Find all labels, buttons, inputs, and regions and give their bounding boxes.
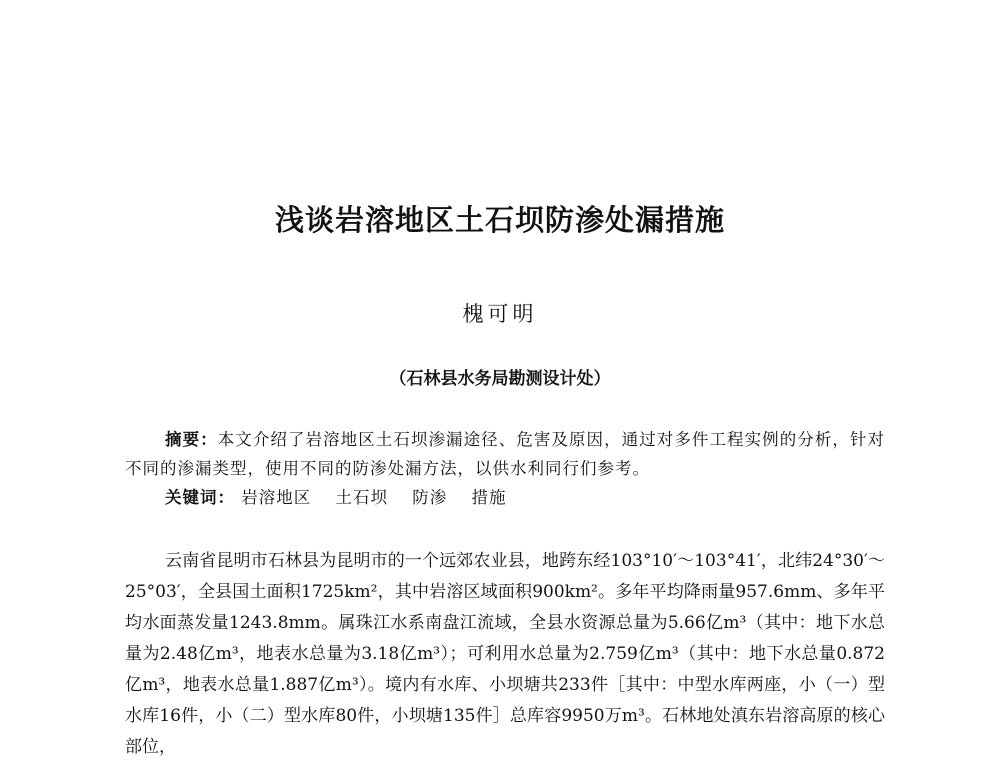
- abstract-text: 本文介绍了岩溶地区土石坝渗漏途径、危害及原因，通过对多件工程实例的分析，针对不同的渗漏类型，使用不同的防渗处漏方法，以供水利同行们参考。: [125, 430, 885, 478]
- paper-author: 槐可明: [462, 302, 538, 326]
- keyword-item: 防渗: [412, 488, 448, 507]
- keyword-item: 岩溶地区: [241, 488, 312, 507]
- keywords-line: [165, 483, 885, 512]
- paper-affiliation: （石林县水务局勘测设计处）: [389, 369, 611, 389]
- paper-title: 浅谈岩溶地区土石坝防渗处漏措施: [274, 203, 725, 237]
- body-paragraph: 云南省昆明市石林县为昆明市的一个远郊农业县，地跨东经103°10′～103°41′，北纬24°30′～25°03′，全县国土面积1725km²，其中岩溶区域面积900km²。多年平均降雨量957.6mm、多年平均水面蒸发量1243.8mm。属珠江水系南盘江流域，全县水资源总量为5.66亿m³（其中：地下水总量为2.48亿m³，地表水总量为3.18亿m³）；可利用水总量为2.759亿m³（其中：地下水总量0.872亿m³，地表水总量1.887亿m³）。境内有水库、小坝塘共233件［其中：中型水库两座，小（一）型水库16件，小（二）型水库80件，小坝塘135件］总库容9950万m³。石林地处滇东岩溶高原的核心部位，: [125, 551, 885, 757]
- keyword-item: 土石坝: [335, 488, 388, 507]
- keywords-label: 关键词：: [165, 488, 235, 507]
- abstract-paragraph: [125, 425, 885, 483]
- keyword-item: 措施: [471, 488, 507, 507]
- abstract-label: 摘要：: [165, 430, 218, 449]
